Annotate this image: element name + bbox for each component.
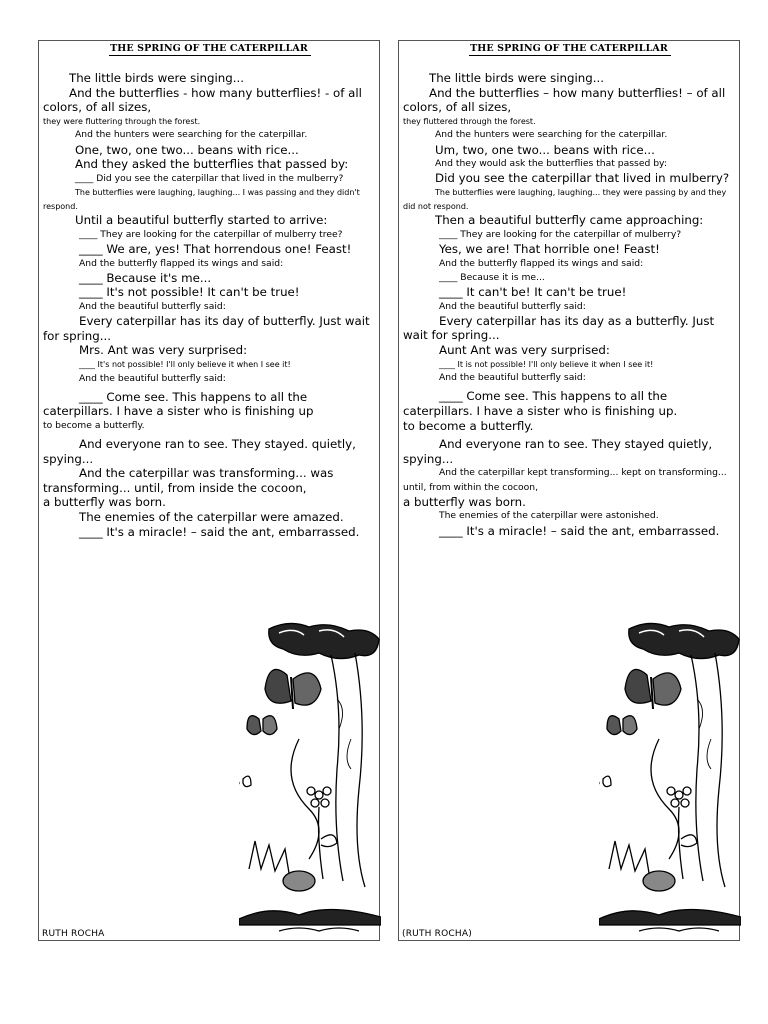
story-line: The little birds were singing... [69, 71, 244, 85]
story-line: The enemies of the caterpillar were amazed. [79, 510, 344, 525]
story-title: THE SPRING OF THE CATERPILLAR [110, 43, 308, 54]
story-line: ____ It is not possible! I'll only believe it when I see it! [439, 359, 654, 369]
story-line: Then a beautiful butterfly came approaching: [435, 213, 704, 228]
story-line: ____ We are, yes! That horrendous one! Feast! [79, 241, 352, 256]
story-line: The butterflies were laughing, laughing... they were passing by and they did not respond. [403, 187, 727, 211]
story-panel-right [398, 40, 740, 941]
story-line: ____ It's not possible! It can't be true! [79, 285, 300, 300]
story-line: And the beautiful butterfly said: [79, 300, 226, 312]
story-line: And they asked the butterflies that passed by: [75, 157, 349, 172]
title-underline [469, 55, 671, 56]
story-line: they fluttered through the forest. [403, 116, 536, 126]
story-line: And the butterflies - how many butterflies! - of all colors, of all sizes, [43, 85, 362, 115]
story-line: The enemies of the caterpillar were astonished. [439, 510, 659, 522]
story-line: And everyone ran to see. They stayed. quietly, spying... [43, 437, 356, 466]
story-line: ____ Because it's me... [79, 270, 212, 285]
story-line: ____ It's a miracle! – said the ant, embarrassed. [439, 523, 720, 538]
story-line: And the beautiful butterfly said: [439, 372, 586, 384]
title-underline [109, 55, 311, 56]
story-line: And everyone ran to see. They stayed quietly, spying... [403, 437, 713, 466]
story-line: Aunt Ant was very surprised: [439, 342, 610, 357]
story-line: they were fluttering through the forest. [43, 116, 201, 126]
story-line: ____ Did you see the caterpillar that lived in the mulberry? [75, 172, 344, 184]
story-text [403, 63, 737, 538]
story-line: And the caterpillar was transforming... was transforming... until, from inside the cocoon, [43, 466, 334, 495]
story-line: And the hunters were searching for the caterpillar. [75, 129, 308, 141]
story-line: ____ Come see. This happens to all the caterpillars. I have a sister who is finishing up. [403, 389, 678, 418]
story-line: One, two, one two... beans with rice... [75, 142, 299, 157]
story-line: The little birds were singing... [429, 71, 604, 85]
story-line: Did you see the caterpillar that lived in mulberry? [435, 171, 730, 186]
story-line: ____ It's a miracle! – said the ant, embarrassed. [79, 524, 360, 539]
story-line: And the beautiful butterfly said: [79, 372, 226, 384]
story-line: Mrs. Ant was very surprised: [79, 343, 248, 358]
story-panel-left [38, 40, 380, 941]
story-line: And they would ask the butterflies that passed by: [435, 158, 667, 170]
story-line: ____ It can't be! It can't be true! [439, 284, 627, 299]
story-line: ____ They are looking for the caterpillar of mulberry tree? [79, 228, 343, 240]
story-line: And the butterfly flapped its wings and said: [79, 257, 284, 269]
story-line: ____ Because it is me... [439, 271, 545, 283]
story-line: Yes, we are! That horrible one! Feast! [439, 241, 660, 256]
story-line: And the beautiful butterfly said: [439, 300, 586, 312]
story-line: ____ Come see. This happens to all the caterpillars. I have a sister who is finishing up [43, 389, 314, 419]
story-line: Um, two, one two... beans with rice... [435, 142, 655, 157]
story-text [43, 63, 377, 539]
story-line: And the butterfly flapped its wings and said: [439, 257, 644, 269]
story-line: to become a butterfly. [403, 418, 534, 433]
story-line: And the butterflies – how many butterflies! – of all colors, of all sizes, [403, 85, 726, 115]
author-name: (RUTH ROCHA) [402, 929, 472, 939]
story-line: And the caterpillar kept transforming... kept on transforming... until, from within the cocoon, [403, 467, 727, 493]
story-line: ____ It's not possible! I'll only believe it when I see it! [79, 359, 291, 369]
story-line: Every caterpillar has its day of butterfly. Just wait for spring... [43, 314, 370, 343]
story-line: Every caterpillar has its day as a butterfly. Just wait for spring... [403, 313, 715, 343]
story-title: THE SPRING OF THE CATERPILLAR [470, 43, 668, 54]
tree-butterfly-illustration [599, 619, 741, 937]
story-line: to become a butterfly. [43, 419, 145, 431]
author-name: RUTH ROCHA [42, 929, 105, 939]
story-line: a butterfly was born. [43, 495, 166, 510]
story-line: And the hunters were searching for the caterpillar. [435, 129, 668, 141]
story-line: The butterflies were laughing, laughing... I was passing and they didn't respond. [43, 187, 360, 211]
tree-butterfly-illustration [239, 619, 381, 937]
story-line: ____ They are looking for the caterpillar of mulberry? [439, 228, 682, 240]
story-line: a butterfly was born. [403, 494, 526, 509]
story-line: Until a beautiful butterfly started to arrive: [75, 213, 328, 228]
